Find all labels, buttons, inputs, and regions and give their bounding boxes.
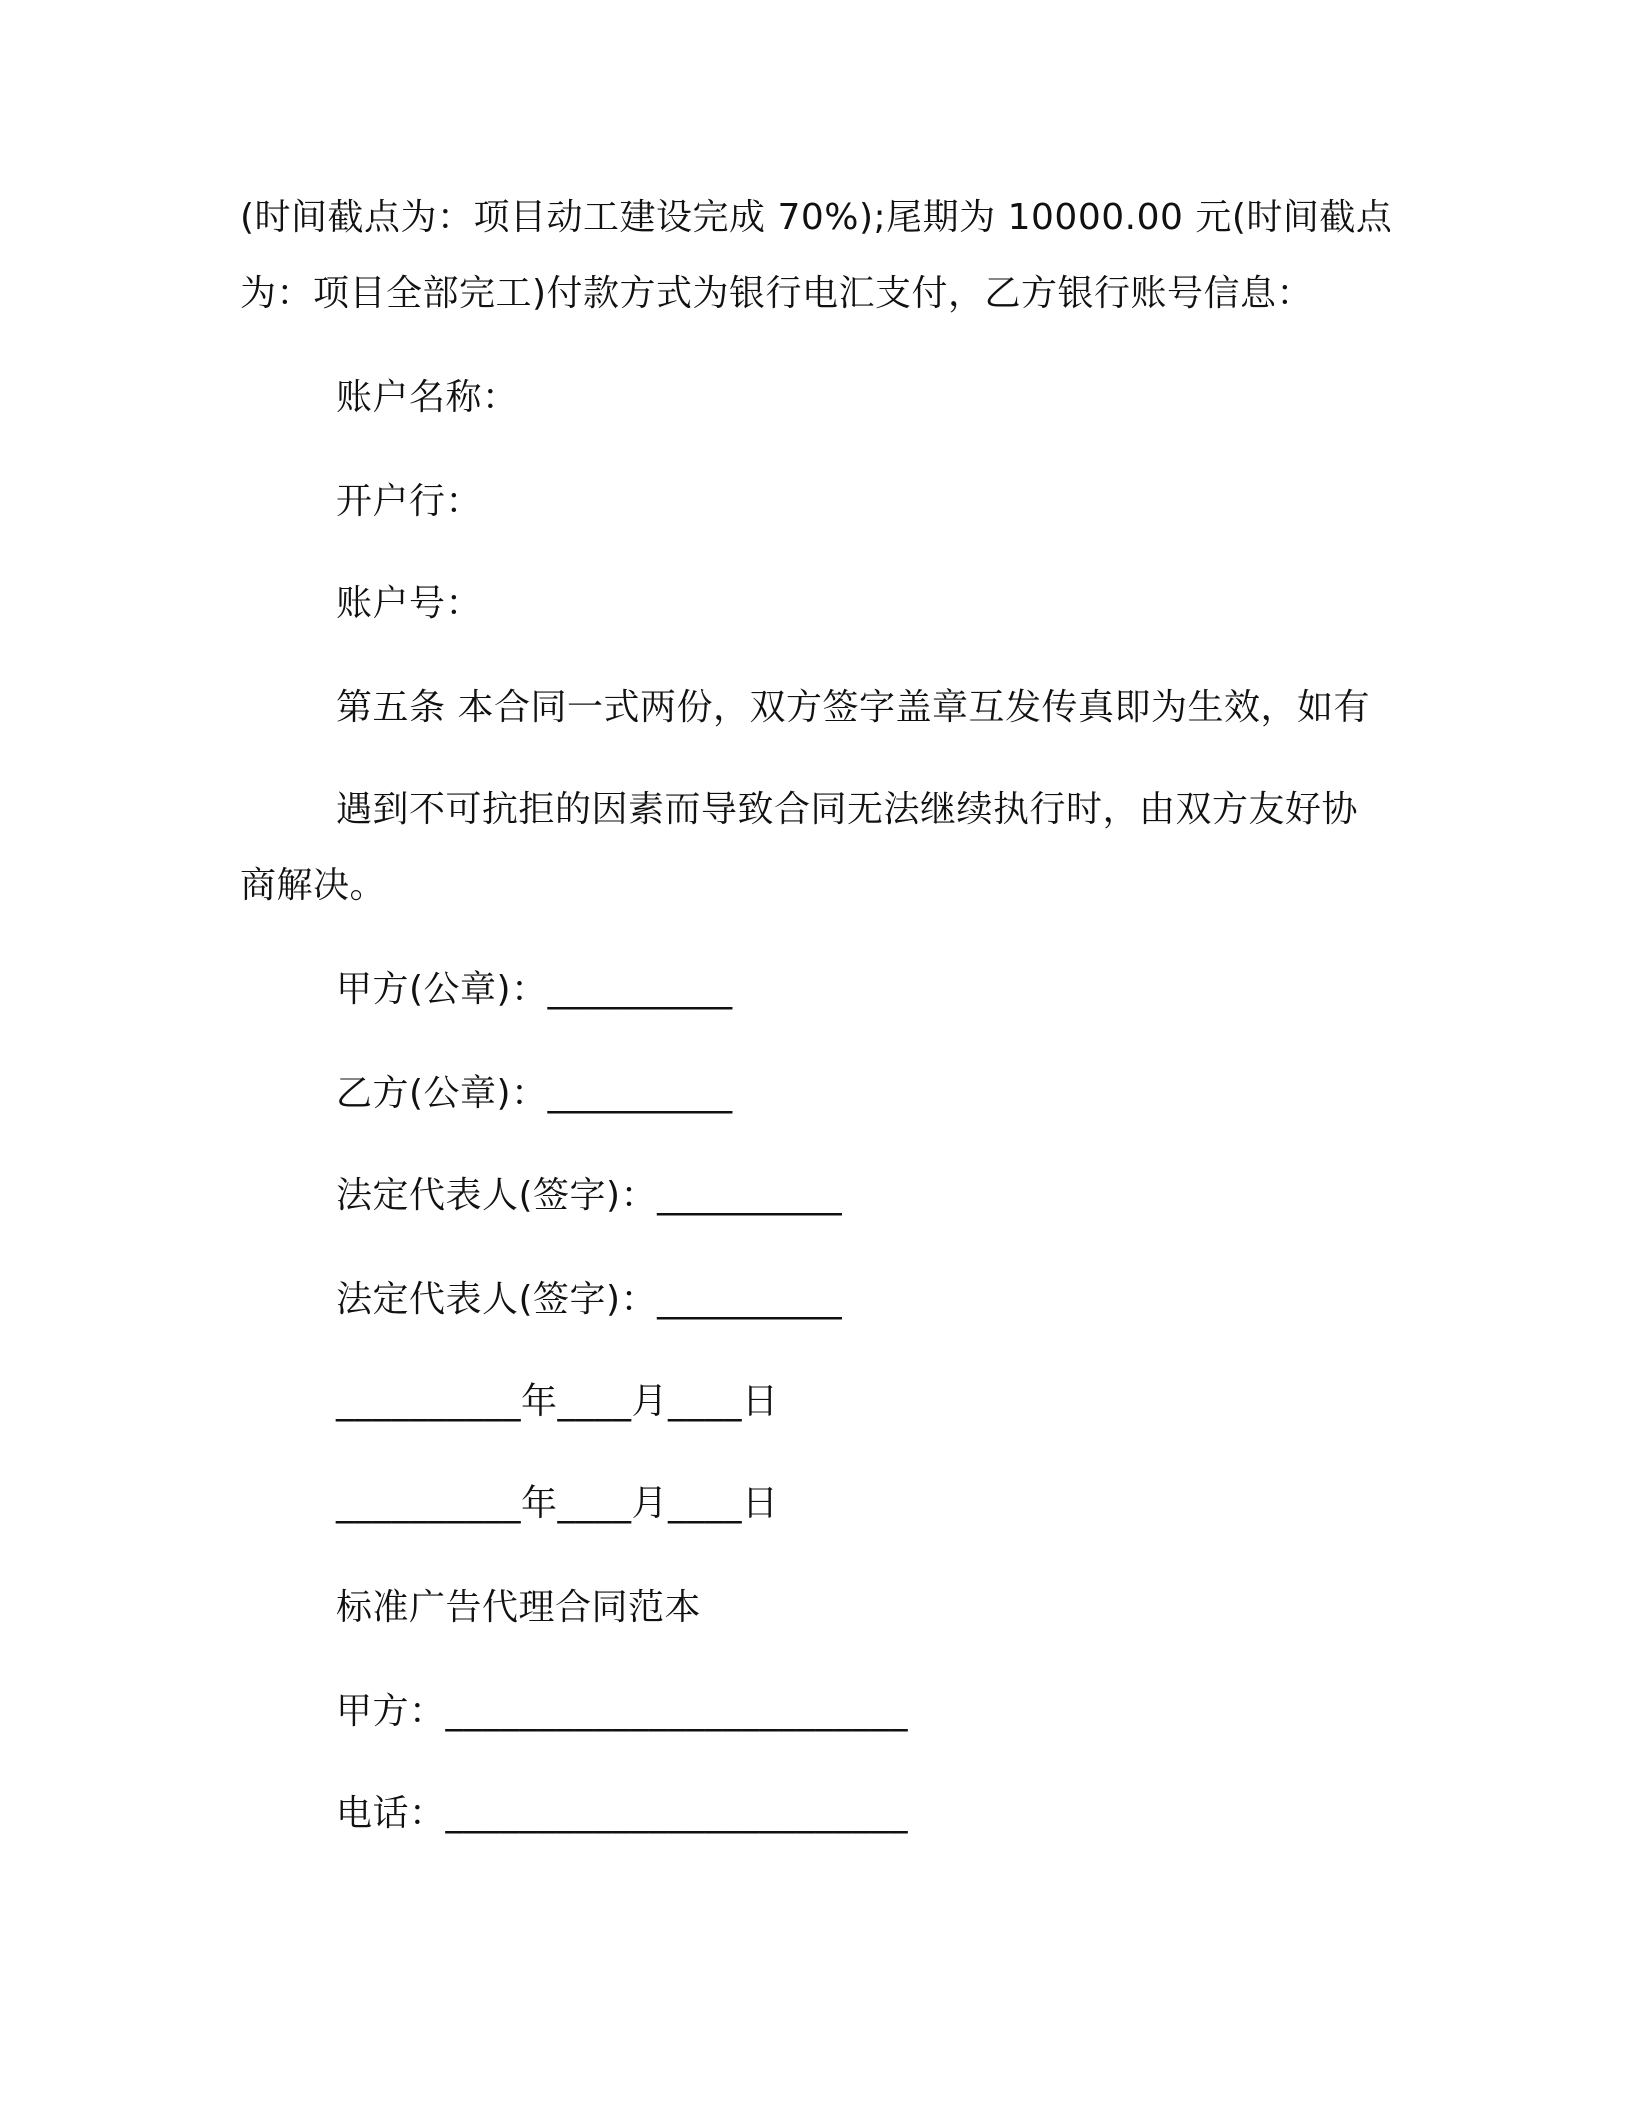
- party-a-seal-line: 甲方(公章)：__________: [336, 969, 733, 1010]
- phone-field: 电话：_________________________: [336, 1793, 909, 1834]
- payment-terms-line-1: (时间截点为：项目动工建设完成 70%);尾期为 10000.00 元(时间截点: [240, 197, 1393, 238]
- article-5-line-2: 遇到不可抗拒的因素而导致合同无法继续执行时，由双方友好协: [336, 789, 1359, 830]
- legal-representative-signature-line: 法定代表人(签字)：__________: [336, 1175, 843, 1216]
- account-number-label: 账户号：: [336, 583, 483, 624]
- date-line: __________年____月____日: [336, 1381, 779, 1422]
- date-line: __________年____月____日: [336, 1483, 779, 1524]
- bank-label: 开户行：: [336, 481, 483, 522]
- legal-representative-signature-line: 法定代表人(签字)：__________: [336, 1279, 843, 1320]
- payment-terms-line-2: 为：项目全部完工)付款方式为银行电汇支付，乙方银行账号信息：: [240, 273, 1314, 314]
- party-a-field: 甲方：_________________________: [336, 1691, 909, 1732]
- article-5-line-1: 第五条 本合同一式两份，双方签字盖章互发传真即为生效，如有: [336, 687, 1370, 728]
- section-title: 标准广告代理合同范本: [336, 1587, 702, 1628]
- account-name-label: 账户名称：: [336, 377, 519, 418]
- article-5-line-3: 商解决。: [240, 865, 387, 906]
- party-b-seal-line: 乙方(公章)：__________: [336, 1073, 733, 1114]
